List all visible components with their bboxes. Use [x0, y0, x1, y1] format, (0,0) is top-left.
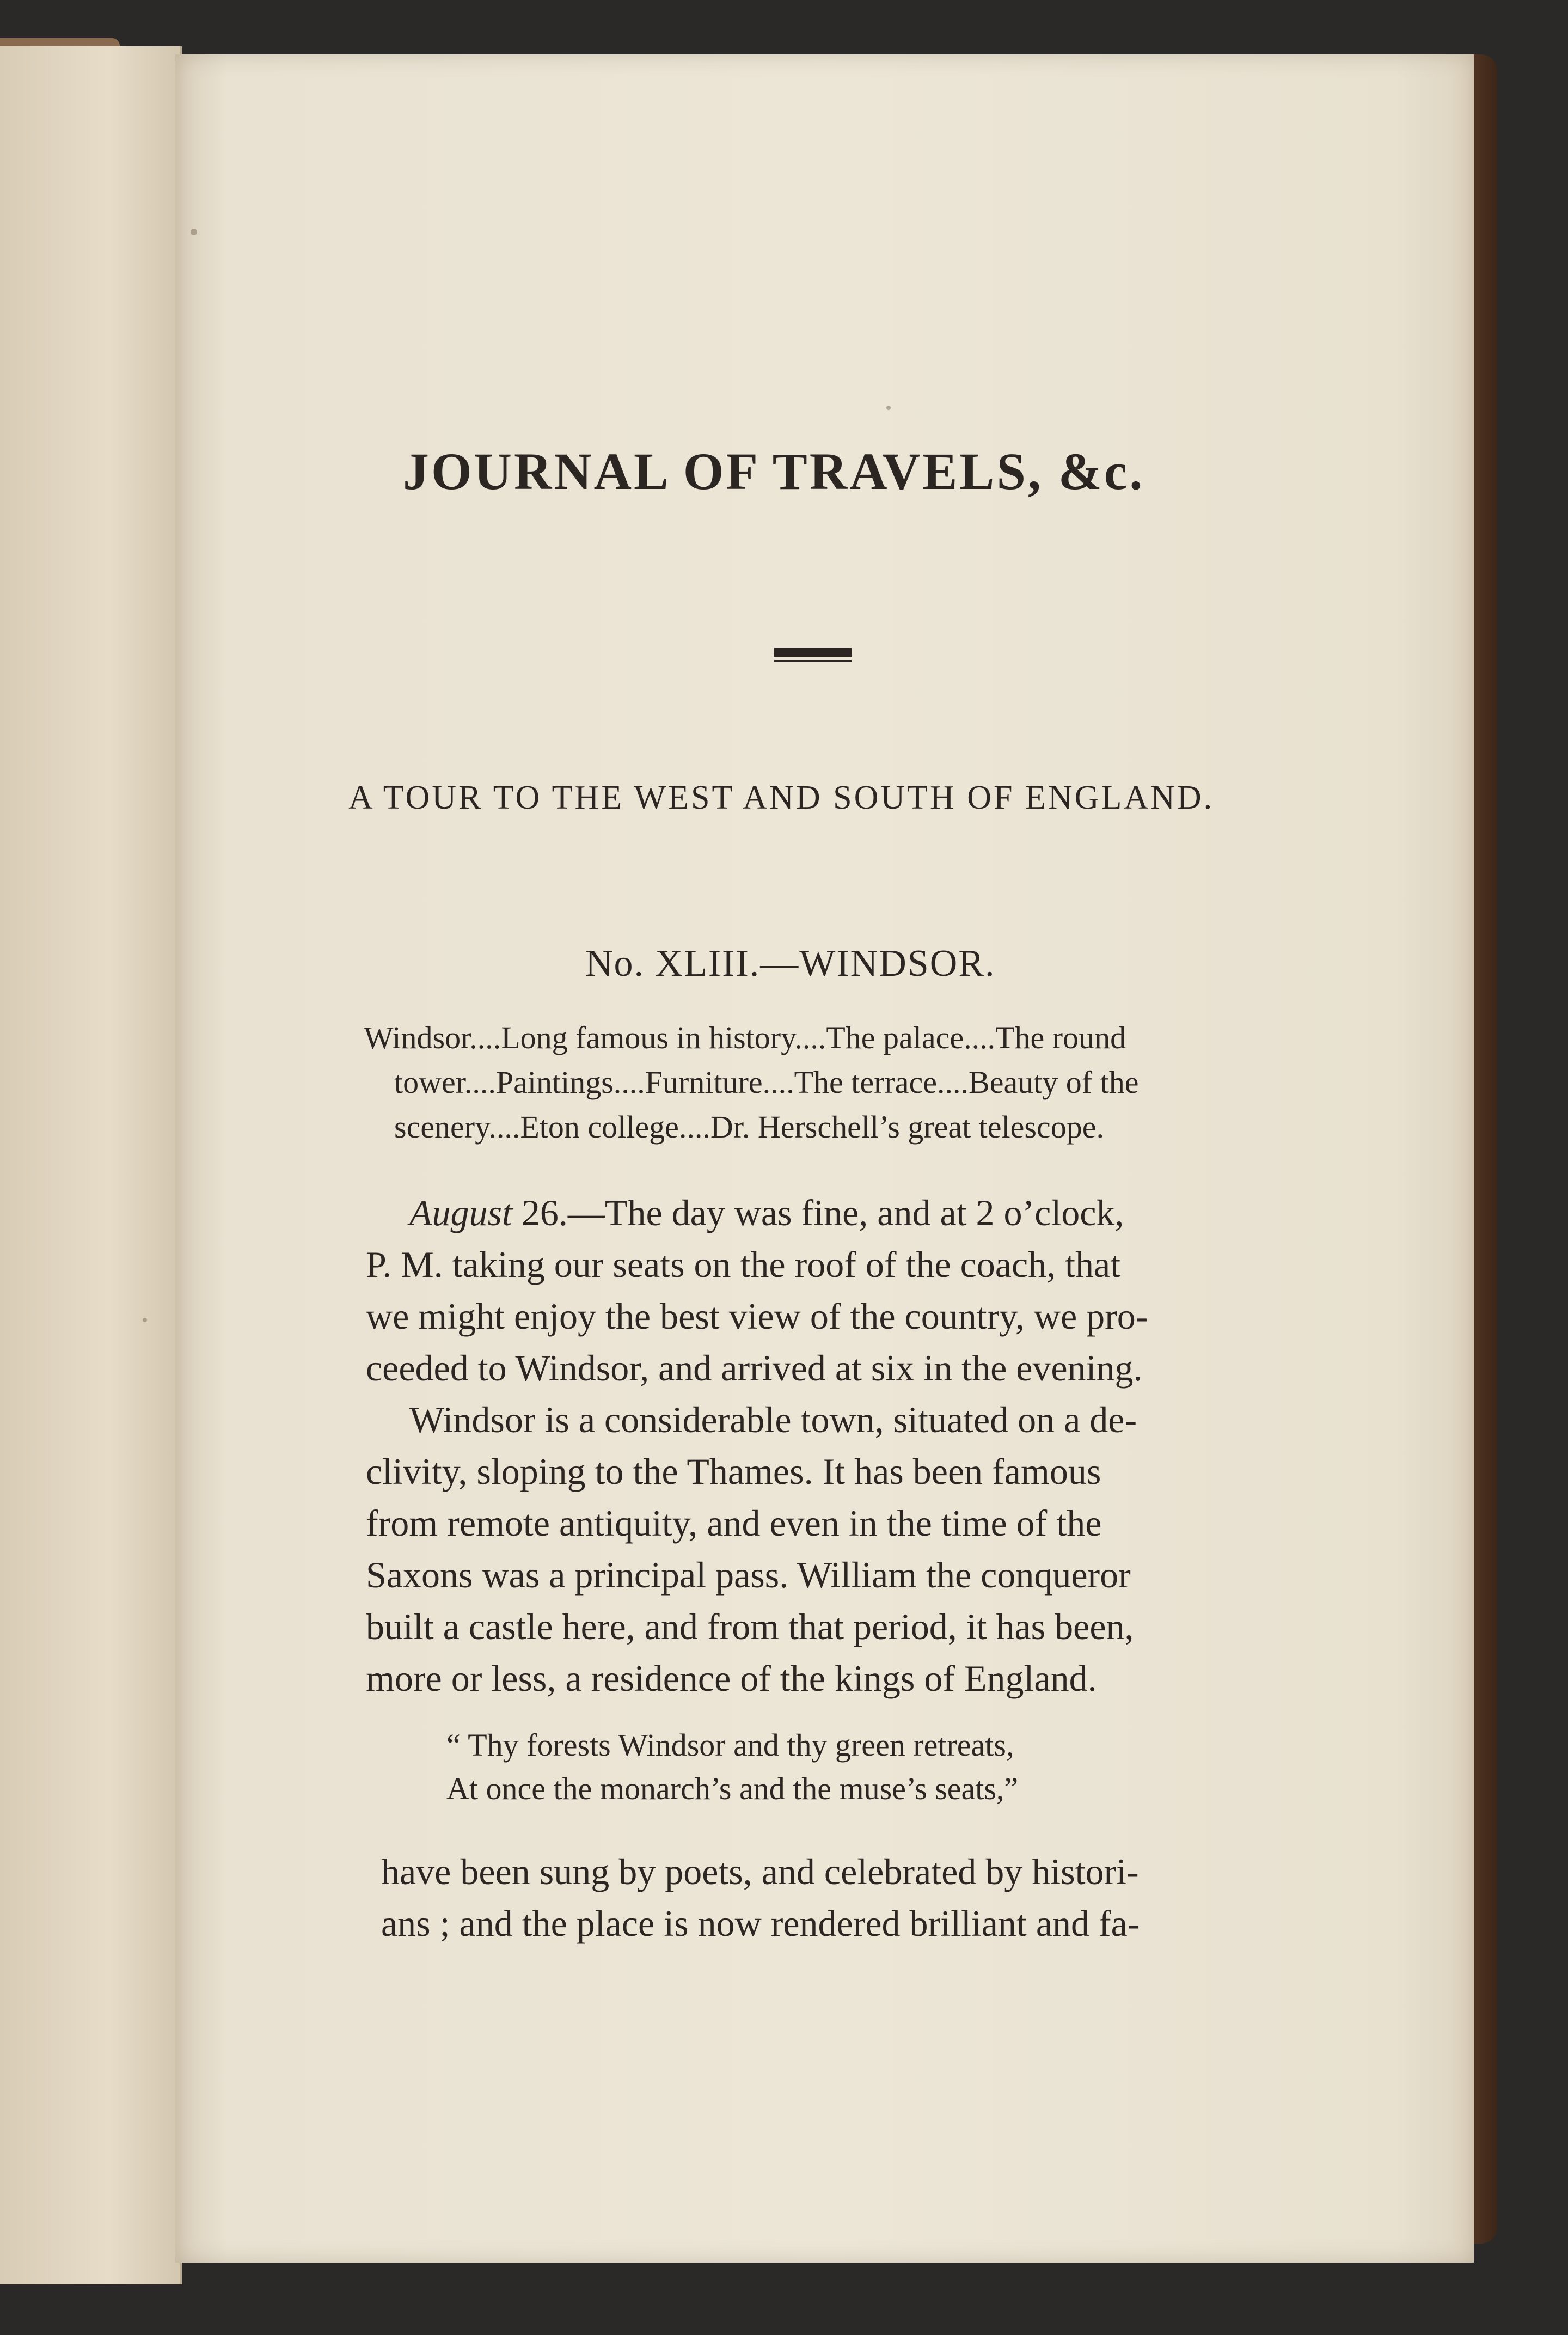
title-rule-thin — [774, 660, 852, 662]
verse-quote — [446, 1723, 1018, 1811]
summary-line: scenery....Eton college....Dr. Herschell’s great telescope. — [394, 1109, 1104, 1145]
paper-speck — [191, 229, 197, 235]
quote-line: At once the monarch’s and the muse’s seats,” — [446, 1771, 1019, 1806]
paragraph-line: more or less, a residence of the kings of England. — [366, 1658, 1097, 1699]
page-title: JOURNAL OF TRAVELS, &c. — [403, 442, 1145, 500]
date-text: August — [409, 1192, 512, 1233]
paragraph-line: ans ; and the place is now rendered brilliant and fa- — [381, 1903, 1140, 1944]
paragraph-line-rest: 26.—The day was fine, and at 2 o’clock, — [521, 1192, 1124, 1233]
paragraph-line: from remote antiquity, and even in the time of the — [366, 1502, 1102, 1544]
quote-line: “ Thy forests Windsor and thy green retreats, — [446, 1727, 1014, 1763]
body-text — [366, 1187, 1298, 1704]
paragraph-line — [366, 1187, 1298, 1239]
page-subtitle: A TOUR TO THE WEST AND SOUTH OF ENGLAND. — [348, 779, 1215, 816]
title-rule — [774, 648, 852, 657]
paper-speck — [143, 1318, 147, 1322]
paragraph-line: we might enjoy the best view of the country, we pro- — [366, 1295, 1148, 1337]
paragraph-line: have been sung by poets, and celebrated by histori- — [381, 1851, 1139, 1892]
paragraph-line: Saxons was a principal pass. William the conqueror — [366, 1554, 1131, 1596]
chapter-summary — [364, 1016, 1296, 1150]
paragraph-line: built a castle here, and from that period, it has been, — [366, 1606, 1134, 1647]
paragraph-line: P. M. taking our seats on the roof of the coach, that — [366, 1244, 1121, 1285]
chapter-heading: No. XLIII.—WINDSOR. — [585, 943, 996, 985]
paragraph-line: ceeded to Windsor, and arrived at six in the evening. — [366, 1347, 1143, 1389]
paragraph-line: Windsor is a considerable town, situated on a de- — [409, 1399, 1137, 1440]
paragraph-line: clivity, sloping to the Thames. It has been famous — [366, 1451, 1101, 1492]
body-text-continued — [381, 1846, 1301, 1949]
left-page — [0, 46, 182, 2284]
summary-line: tower....Paintings....Furniture....The terrace....Beauty of the — [394, 1065, 1139, 1100]
paper-speck — [886, 406, 891, 410]
summary-line: Windsor....Long famous in history....The palace....The round — [364, 1020, 1126, 1055]
